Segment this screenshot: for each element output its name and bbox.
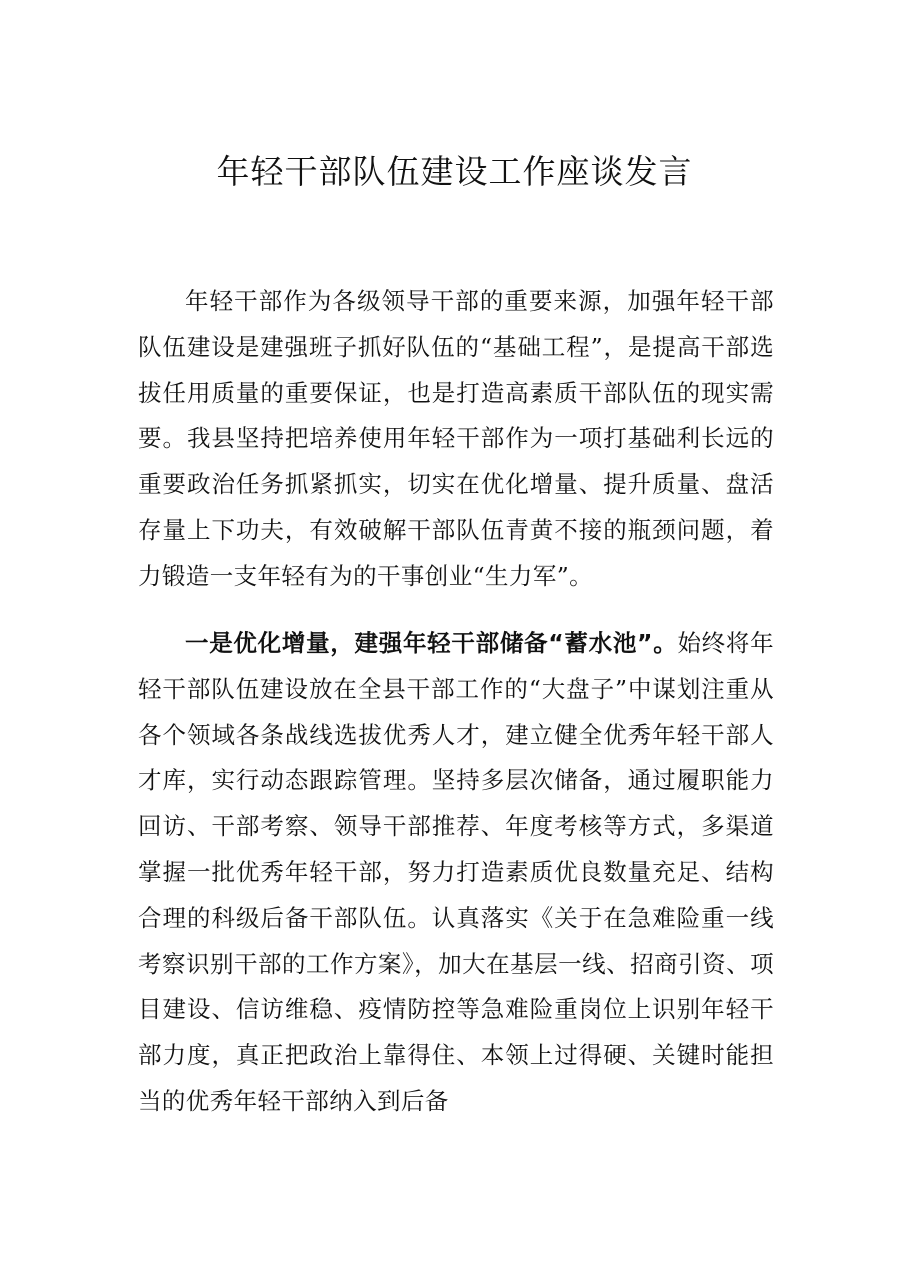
paragraph-intro bbox=[138, 279, 774, 600]
paragraph-point-one-heading: 一是优化增量，建强年轻干部储备“蓄水池”。 bbox=[185, 629, 678, 657]
paragraph-point-one-text: 始终将年轻干部队伍建设放在全县干部工作的“大盘子”中谋划注重从各个领域各条战线选拔优秀人才，建立健全优秀年轻干部人才库，实行动态跟踪管理。坚持多层次储备，通过履职能力回访、干部考察、领导干部推荐、年度考核等方式，多渠道掌握一批优秀年轻干部，努力打造素质优良数量充足、结构合理的科级后备干部队伍。认真落实《关于在急难险重一线考察识别干部的工作方案》，加大在基层一线、招商引资、项目建设、信访维稳、疫情防控等急难险重岗位上识别年轻干部力度，真正把政治上靠得住、本领上过得硬、关键时能担当的优秀年轻干部纳入到后备 bbox=[138, 629, 774, 1115]
document-title: 年轻干部队伍建设工作座谈发言 bbox=[216, 152, 693, 191]
paragraph-point-one bbox=[138, 621, 774, 1125]
paragraph-intro-text: 年轻干部作为各级领导干部的重要来源，加强年轻干部队伍建设是建强班子抓好队伍的“基础工程”，是提高干部选拔任用质量的重要保证，也是打造高素质干部队伍的现实需要。我县坚持把培养使用年轻干部作为一项打基础利长远的重要政治任务抓紧抓实，切实在优化增量、提升质量、盘活存量上下功夫，有效破解干部队伍青黄不接的瓶颈问题，着力锻造一支年轻有为的干事创业“生力军”。 bbox=[138, 287, 774, 590]
